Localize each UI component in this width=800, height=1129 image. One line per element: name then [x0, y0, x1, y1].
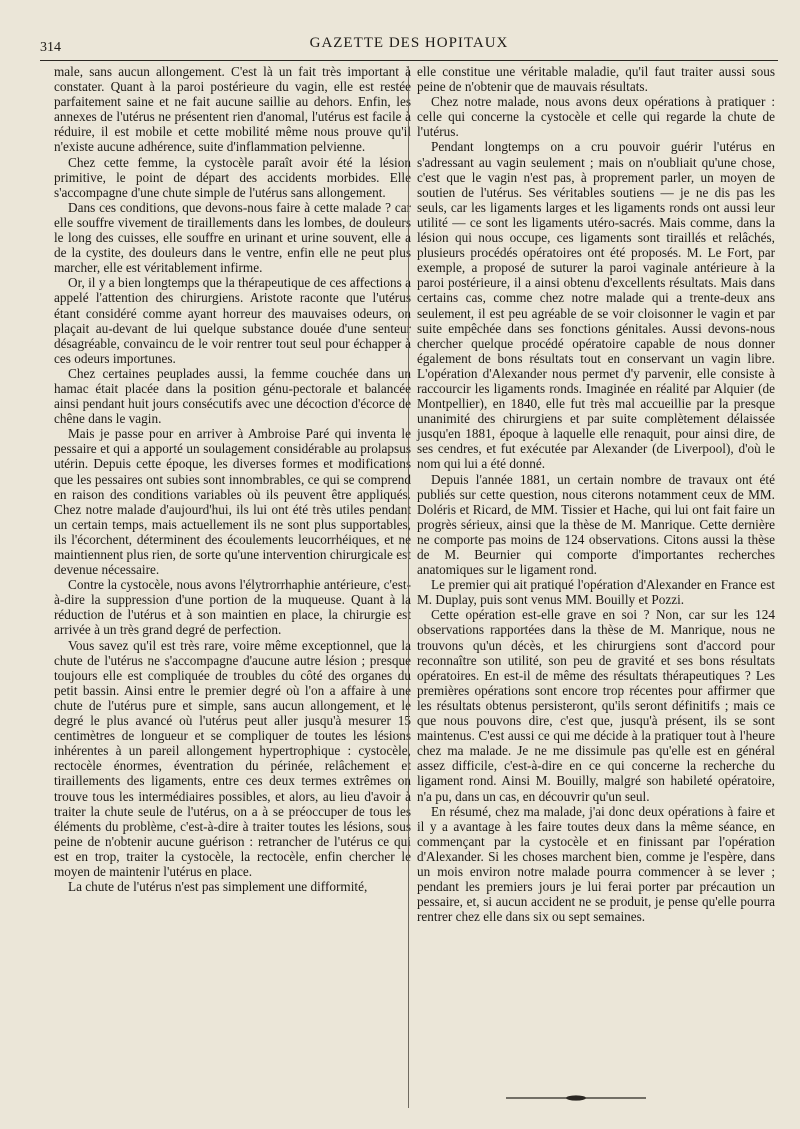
paragraph: elle constitue une véritable maladie, qu'il faut traiter aussi sous peine de n'obtenir que de mauvais résultats.	[417, 64, 775, 95]
paragraph: Or, il y a bien longtemps que la thérapeutique de ces affections a appelé l'attention des chirurgiens. Aristote raconte que l'utérus étant considéré comme ayant horreur des mauvaises odeurs, on plaçait au-devant de lui quelque substance douée d'une senteur désagréable, convaincu de le voir rentrer tout seul pour échapper à ces odeurs importunes.	[54, 275, 411, 366]
running-title: GAZETTE DES HOPITAUX	[309, 35, 509, 51]
paragraph: Vous savez qu'il est très rare, voire même exceptionnel, que la chute de l'utérus ne s'accompagne d'aucune autre lésion ; presque toujours elle est compliquée de troubles du côté des organes du petit bassin. Ainsi entre le premier degré où l'on a affaire à une chute de l'utérus pure et simple, sans aucun allongement, et le degré le plus avancé où l'utérus peut aller jusqu'à mesurer 15 centimètres de longueur et se compliquer de toutes les lésions inhérentes à un pareil allongement hypertrophique : cystocèle, rectocèle énormes, éventration du périnée, relâchement et tiraillements des ligaments, entre ces deux termes extrêmes on trouve tous les intermédiaires possibles, et alors, au lieu d'avoir à traiter la chute seule de l'utérus, on a à se préoccuper de tous les éléments du problème, c'est-à-dire à traiter toutes les lésions, sous peine de n'obtenir aucune guérison : retrancher de l'utérus ce qui est en trop, traiter la cystocèle, la rectocèle, enfin chercher le moyen de maintenir l'utérus en place.	[54, 637, 411, 879]
paragraph: La chute de l'utérus n'est pas simplement une difformité,	[68, 879, 368, 895]
end-ornament	[506, 1094, 646, 1102]
column-divider	[408, 66, 409, 1108]
paragraph: Depuis l'année 1881, un certain nombre de travaux ont été publiés sur cette question, nous citerons notamment ceux de MM. Doléris et Ricard, de MM. Tissier et Hache, qui lui ont fait faire un progrès sérieux, ainsi que la thèse de M. Manrique. Cette dernière ne comporte pas moins de 124 observations. Citons aussi la thèse de M. Beurnier qui comporte d'importantes recherches anatomiques sur le ligament rond.	[417, 471, 775, 578]
paragraph: Contre la cystocèle, nous avons l'élytrorrhaphie antérieure, c'est-à-dire la suppression d'une portion de la muqueuse. Quant à la réduction de l'utérus et à son maintien en place, la chirurgie est arrivée à un très grand degré de perfection.	[54, 577, 411, 638]
left-column	[54, 64, 411, 894]
paragraph: Dans ces conditions, que devons-nous faire à cette malade ? car elle souffre vivement de tiraillements dans les lombes, de douleurs le long des cuisses, elle souffre en urinant et urine souvent, elle a de la cystite, des douleurs dans le ventre, enfin elle ne peut plus marcher, elle est véritablement infirme.	[54, 199, 411, 276]
paragraph: male, sans aucun allongement. C'est là un fait très important à constater. Quant à la paroi postérieure du vagin, elle est restée parfaitement saine et ne fait aucune saillie au dehors. Enfin, les annexes de l'utérus ne présentent rien d'anomal, l'utérus est facile à réduire, il est mobile et cette mobilité même nous prouve qu'il n'existe aucune adhérence, suite d'inflammation pelvienne.	[54, 64, 411, 155]
paragraph: Chez notre malade, nous avons deux opérations à pratiquer : celle qui concerne la cystocèle et celle qui regarde la chute de l'utérus.	[417, 94, 775, 140]
right-column	[417, 64, 775, 924]
page-header	[40, 28, 778, 58]
paragraph: Chez certaines peuplades aussi, la femme couchée dans un hamac était placée dans la position génu-pectorale et balancée ainsi pendant huit jours consécutifs avec une décoction d'écorce de chêne dans le vagin.	[54, 365, 411, 427]
page-number: 314	[40, 40, 61, 55]
paragraph: Le premier qui ait pratiqué l'opération d'Alexander en France est M. Duplay, puis sont venus MM. Bouilly et Pozzi.	[417, 577, 775, 608]
paragraph: En résumé, chez ma malade, j'ai donc deux opérations à faire et il y a avantage à les faire toutes deux dans la même séance, en commençant par la cystocèle et en finissant par l'opération d'Alexander. Si les choses marchent bien, comme je l'espère, dans un mois environ notre malade pourra commencer à se lever ; pendant les premiers jours je lui ferai porter par précaution un pessaire, et, si aucun accident ne se produit, je pense qu'elle pourra rentrer chez elle dans six ou sept semaines.	[417, 803, 775, 925]
paragraph: Chez cette femme, la cystocèle paraît avoir été la lésion primitive, le point de départ des accidents morbides. Elle s'accompagne d'une chute simple de l'utérus sans allongement.	[54, 154, 411, 200]
paragraph: Pendant longtemps on a cru pouvoir guérir l'utérus en s'adressant au vagin seulement ; mais on n'oubliait qu'une chose, c'est que le vagin n'est pas, à proprement parler, un moyen de soutien de l'utérus. Ses véritables soutiens — je ne dis pas les seuls, car les ligaments larges et les ligaments ronds ont aussi leur utilité — ce sont les ligaments utéro-sacrés. Mais comme, dans la lésion qui nous occupe, ces ligaments sont tiraillés et relâchés, plusieurs procédés opératoires ont été proposés. M. Le Fort, par exemple, a proposé de suturer la paroi vaginale antérieure à la paroi postérieure, il a ainsi obtenu d'excellents résultats. Mais dans certains cas, comme chez notre malade qui a trente-deux ans seulement, il est peu agréable de se voir cloisonner le vagin et par suite empêchée dans ses fonctions génitales. Aussi devons-nous chercher quelque procédé opératoire capable de nous donner également de bons résultats tout en conservant un vagin libre. L'opération d'Alexander nous permet d'y parvenir, elle consiste à raccourcir les ligaments ronds. Imaginée en réalité par Alquier (de Montpellier), en 1840, elle fut très mal accueillie par la presque unanimité des chirurgiens et par suite complètement délaissée jusqu'en 1881, époque à laquelle elle renaquit, pour ainsi dire, de ses cendres, et fut exécutée par Alexander (de Liverpool), d'où le nom qui lui a été donné.	[417, 139, 775, 472]
paragraph: Cette opération est-elle grave en soi ? Non, car sur les 124 observations rapportées dans la thèse de M. Manrique, nous ne trouvons qu'un décès, et les chirurgiens sont d'accord pour reconnaître son utilité, son peu de gravité et ses bons résultats opératoires. En est-il de même des résultats thérapeutiques ? Les premières opérations sont encore trop récentes pour affirmer que les résultats obtenus persisteront, qu'ils seront définitifs ; mais ce que nous pouvons dire, c'est que, jusqu'à présent, ils se sont maintenus. C'est aussi ce qui me décide à la pratiquer tout à l'heure chez ma malade. Je ne me dissimule pas qu'elle est en général assez difficile, c'est-à-dire en ce qui concerne la recherche du ligament rond. Ainsi M. Bouilly, malgré son habileté opératoire, n'a pu, dans un cas, en découvrir qu'un seul.	[417, 607, 775, 804]
paragraph: Mais je passe pour en arriver à Ambroise Paré qui inventa le pessaire et qui a apporté un soulagement considérable au prolapsus utérin. Depuis cette époque, les diverses formes et modifications que les pessaires ont subies sont innombrables, ce qui se comprend en raison des conditions variables où ils peuvent être appliqués. Chez notre malade d'aujourd'hui, ils lui ont été très utiles pendant un certain temps, mais actuellement ils ne sont plus supportables, ils l'écorchent, déterminent des écoulements leucorrhéiques, et ne maintiennent plus rien, de sorte qu'une intervention chirurgicale est devenue nécessaire.	[54, 426, 411, 578]
header-rule	[40, 60, 778, 61]
